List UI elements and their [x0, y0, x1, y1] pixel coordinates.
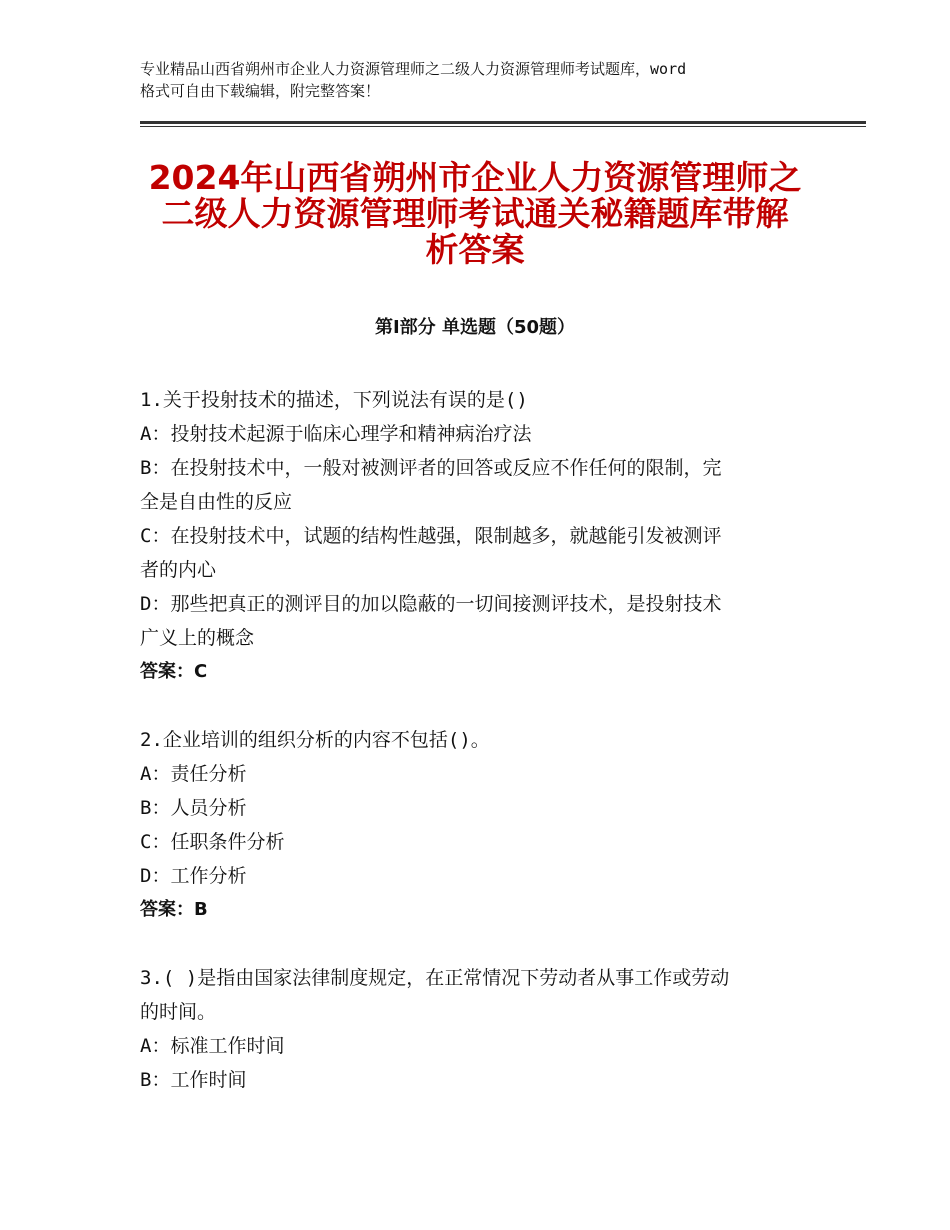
question-spacer [140, 927, 810, 961]
option-a: A：标准工作时间 [140, 1035, 285, 1057]
question-item [140, 961, 810, 1097]
option-b-continued: 全是自由性的反应 [140, 491, 293, 513]
header-note-line: 格式可自由下载编辑，附完整答案！ [140, 82, 381, 100]
question-spacer [140, 689, 810, 723]
question-item [140, 383, 810, 689]
option-b: B：工作时间 [140, 1069, 247, 1091]
option-b: B：人员分析 [140, 797, 247, 819]
option-b: B：在投射技术中，一般对被测评者的回答或反应不作任何的限制，完 [140, 457, 722, 479]
option-c: C：任职条件分析 [140, 831, 285, 853]
document-title [130, 160, 820, 268]
question-item [140, 723, 810, 927]
question-stem: 1.关于投射技术的描述，下列说法有误的是() [140, 389, 528, 411]
question-stem: 3.( )是指由国家法律制度规定，在正常情况下劳动者从事工作或劳动 [140, 967, 730, 989]
option-c-continued: 者的内心 [140, 559, 217, 581]
option-d: D：工作分析 [140, 865, 247, 887]
document-title-line: 二级人力资源管理师考试通关秘籍题库带解 [161, 194, 789, 233]
question-list [140, 383, 810, 1097]
option-d-continued: 广义上的概念 [140, 627, 255, 649]
option-a: A：投射技术起源于临床心理学和精神病治疗法 [140, 423, 532, 445]
header-divider-thin [140, 126, 866, 127]
header-divider-thick [140, 121, 866, 124]
option-c: C：在投射技术中，试题的结构性越强，限制越多，就越能引发被测评 [140, 525, 722, 547]
option-a: A：责任分析 [140, 763, 247, 785]
document-title-line: 2024年山西省朔州市企业人力资源管理师之 [148, 158, 802, 197]
question-stem: 2.企业培训的组织分析的内容不包括()。 [140, 729, 490, 751]
option-d: D：那些把真正的测评目的加以隐蔽的一切间接测评技术，是投射技术 [140, 593, 722, 615]
document-title-line: 析答案 [425, 230, 525, 269]
answer-label: 答案：C [140, 661, 208, 682]
answer-label: 答案：B [140, 899, 208, 920]
header-note-line: 专业精品山西省朔州市企业人力资源管理师之二级人力资源管理师考试题库，word [140, 60, 687, 78]
section-heading: 第Ⅰ部分 单选题（50题） [374, 317, 575, 338]
header-note [140, 58, 830, 102]
question-stem-continued: 的时间。 [140, 1001, 217, 1023]
